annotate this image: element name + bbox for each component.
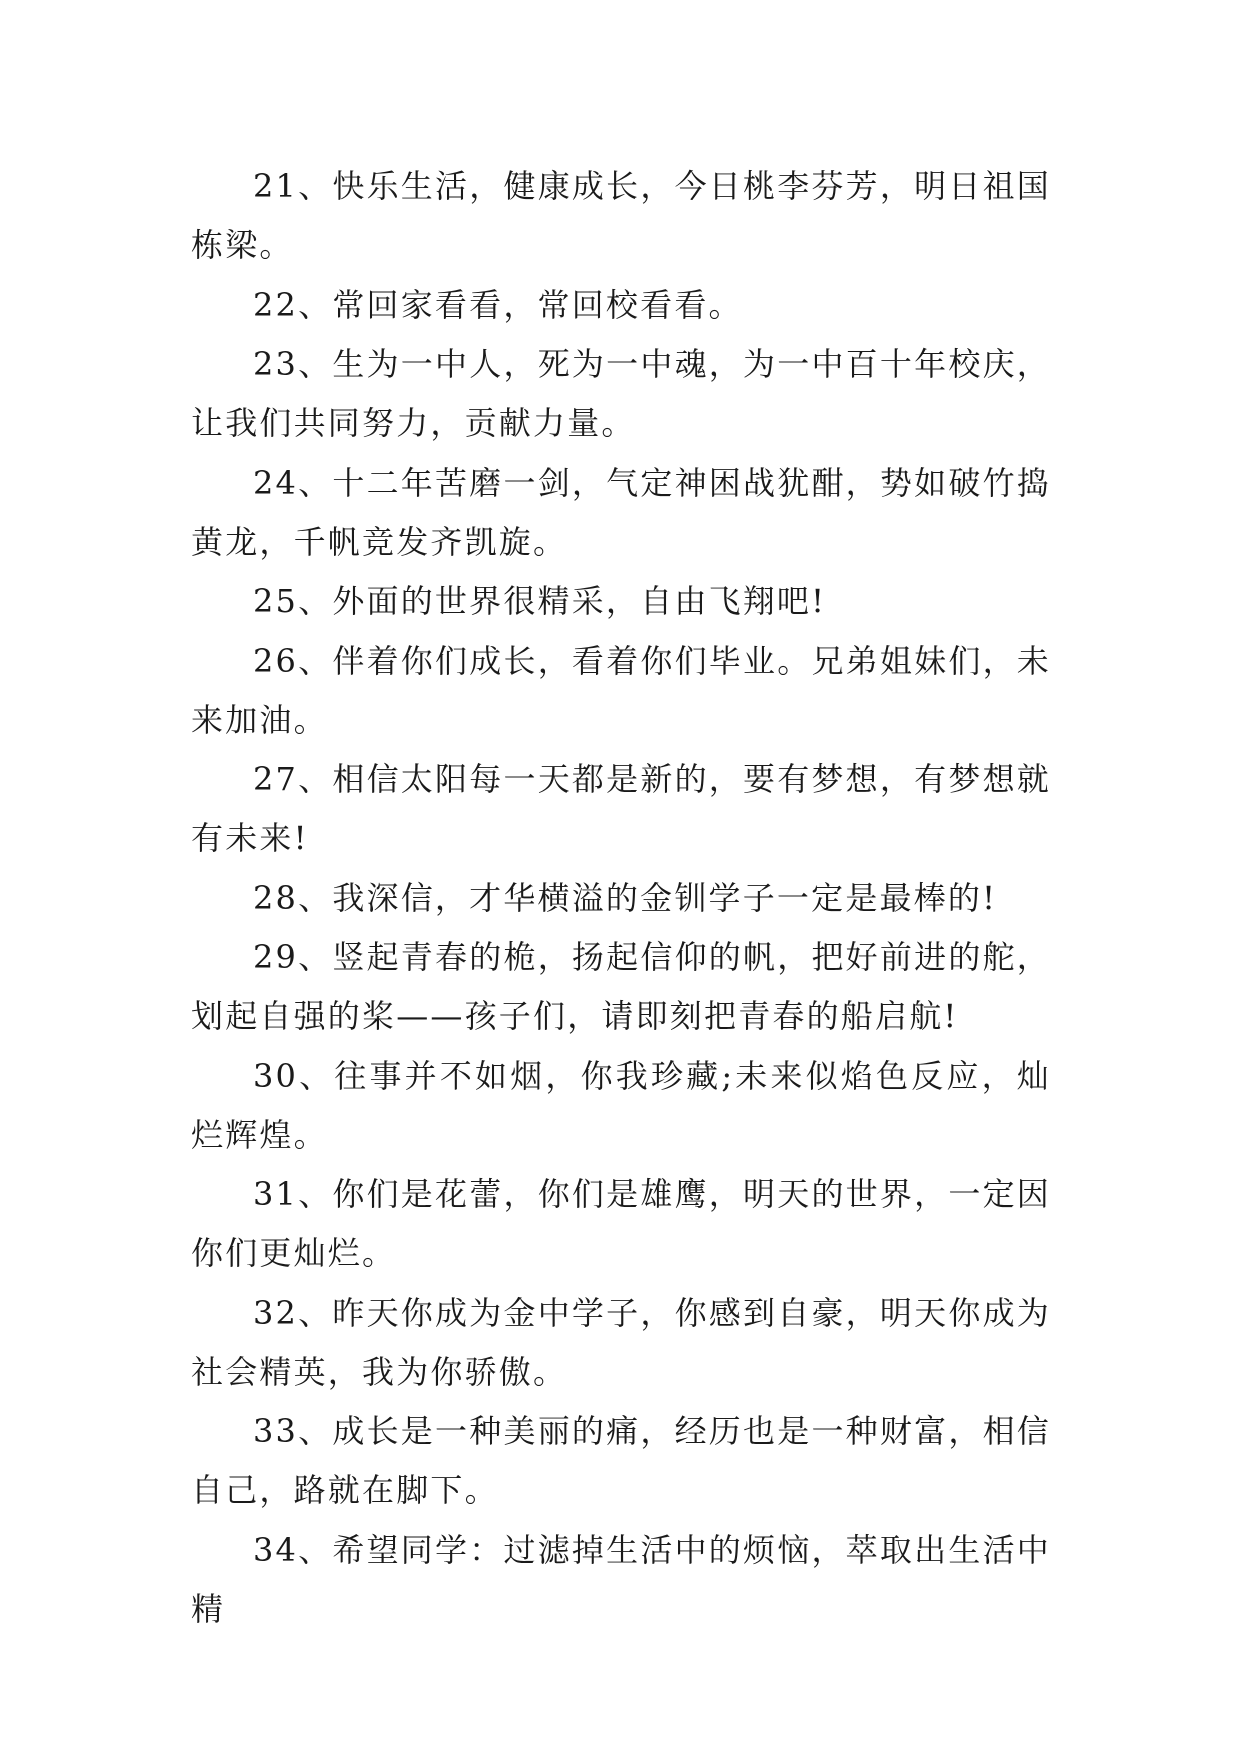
paragraph-27: 27、相信太阳每一天都是新的，要有梦想，有梦想就有未来! <box>191 760 1051 857</box>
paragraph-23: 23、生为一中人，死为一中魂，为一中百十年校庆，让我们共同努力，贡献力量。 <box>191 345 1051 442</box>
paragraph-24: 24、十二年苦磨一剑，气定神困战犹酣，势如破竹捣黄龙，千帆竞发齐凯旋。 <box>191 463 1051 561</box>
paragraph-30: 30、往事并不如烟，你我珍藏;未来似焰色反应，灿烂辉煌。 <box>191 1056 1051 1154</box>
paragraph-21: 21、快乐生活，健康成长，今日桃李芬芳，明日祖国栋梁。 <box>191 167 1051 264</box>
document-body <box>191 157 1051 1639</box>
paragraph-33: 33、成长是一种美丽的痛，经历也是一种财富，相信自己，路就在脚下。 <box>191 1412 1051 1509</box>
paragraph-29: 29、竖起青春的桅，扬起信仰的帆，把好前进的舵，划起自强的桨——孩子们，请即刻把青春的船启航! <box>191 938 1051 1035</box>
paragraph-31: 31、你们是花蕾，你们是雄鹰，明天的世界，一定因你们更灿烂。 <box>191 1175 1051 1272</box>
paragraph-28: 28、我深信，才华横溢的金钏学子一定是最棒的! <box>253 878 998 917</box>
paragraph-25: 25、外面的世界很精采，自由飞翔吧! <box>253 582 827 620</box>
paragraph-26: 26、伴着你们成长，看着你们毕业。兄弟姐妹们，未来加油。 <box>191 641 1051 739</box>
paragraph-22: 22、常回家看看，常回校看看。 <box>253 285 743 324</box>
paragraph-32: 32、昨天你成为金中学子，你感到自豪，明天你成为社会精英，我为你骄傲。 <box>191 1293 1051 1391</box>
paragraph-34: 34、希望同学：过滤掉生活中的烦恼，萃取出生活中精 <box>191 1530 1051 1628</box>
